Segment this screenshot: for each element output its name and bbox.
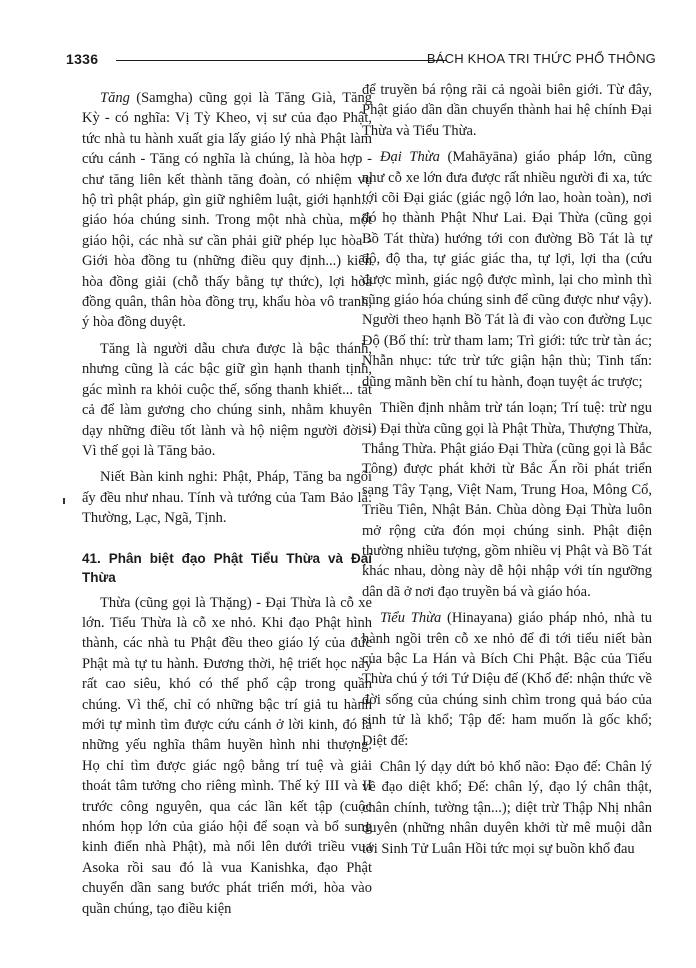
paragraph-tang-text: (Samgha) cũng gọi là Tăng Già, Tăng Kỳ - có nghĩa: Vị Tỳ Kheo, vị sư của đạo Phật, tức nhà tu hành xuất gia lấy giáo lý nhà Phật làm cứu cánh - Tăng có nghĩa là chúng, là hòa hợp - chư tăng liên kết thành tăng đoàn, có nhiệm vụ hộ trì phật pháp, gìn giữ nghiêm luật, giới hạnh... giáo hóa chúng sinh. Trong một nhà chùa, một giáo hội, các nhà sư cần phải giữ phép lục hòa - Giới hòa đồng tu (những điều quy định...) kiến hòa đồng giải (chỗ thấy bằng tự thức), lợi hòa đồng quân, thân hòa đồng trụ, khẩu hòa vô tranh, ý hòa đồng duyệt.: [82, 90, 372, 331]
term-tieu-thua: Tiểu Thừa: [380, 610, 442, 627]
page-number: 1336: [66, 51, 99, 67]
paragraph-tang-bao: Tăng là người dẫu chưa được là bậc thánh, nhưng cũng là các bậc giữ gìn hạnh thanh tịnh, gác mình ra khỏi cuộc thế, sống thanh khiết... tất cả để làm gương cho chúng sinh, nhằm khuyên dạy những điều tốt lành và hộ niệm người đời - Vì thế gọi là Tăng bảo.: [82, 340, 372, 459]
paragraph-thua: Thừa (cũng gọi là Thặng) - Đại Thừa là cỗ xe lớn. Tiểu Thừa là cỗ xe nhỏ. Khi đạo Phật hình thành, các nhà tu Phật đều theo giáo lý của đức Phật mà tự tu hành. Đương thời, hệ triết học này rất cao siêu, khó có thể phổ cập trong quần chúng. Vì thế, chỉ có những bậc trí giả tu hành mới tự mình tìm được cứu cánh ở lời kinh, đó là những yếu nghĩa thâm huyền hình nhi thượng. Họ chỉ tìm được giác ngộ bằng trí tuệ và giải thoát tâm tưởng cho riêng mình. Thế kỷ III và II trước công nguyên, qua các lần kết tập (cuộc nhóm họp lớn của giáo hội để soạn và bổ sung kinh điển nhà Phật), mà nổi lên dưới triều vua Asoka rồi sau đó là vua Kanishka, đạo Phật chuyển dần sang bước phát triển mới, hòa vào quần chúng, tạo điều kiện: [82, 594, 372, 917]
right-column: [362, 80, 652, 859]
paragraph-niet-ban: Niết Bàn kinh nghi: Phật, Pháp, Tăng ba ngôi ấy đều như nhau. Tính và tướng của Tam Bảo là: Thường, Lạc, Ngã, Tịnh.: [82, 469, 372, 527]
paragraph-dai-thua: [362, 147, 652, 392]
paragraph-dai-thua-text: (Mahāyāna) giáo pháp lớn, cũng như cỗ xe lớn đưa được rất nhiều người đi xa, tức tới cõi Đại giác (giác ngộ lớn lao, hoàn toàn), nơi đó họ thành Phật Như Lai. Đại Thừa (cũng gọi Bồ Tát thừa) hướng tới con đường Bồ Tát là tự độ, độ tha, tự giác giác tha, tự lợi, lợi tha (cứu được mình, giác ngộ được mình, lại cho mình thì cũng giáo hóa chúng sinh để cũng được như vậy). Người theo hạnh Bồ Tát là đi vào con đường Lục Độ (Bố thí: trừ tham lam; Trì giới: tức trừ tàn ác; Nhẫn nhục: tức trừ tức giận hận thù; Tinh tấn: dũng mãnh bền chí tu hành, đoạn tuyệt ác trược;: [362, 149, 652, 390]
paragraph-thien-dinh: Thiền định nhằm trừ tán loạn; Trí tuệ: trừ ngu si) Đại thừa cũng gọi là Phật Thừa, Thượng Thừa, Thắng Thừa. Phật giáo Đại Thừa (cũng gọi là Bắc Tông) được phát khởi từ Bắc Ấn rồi phát triển sang Tây Tạng, Việt Nam, Trung Hoa, Mông Cổ, Triều Tiên, Nhật Bản. Chùa dòng Đại Thừa luôn mở rộng cửa đón mọi chúng sinh. Phật điện thường nhiều tượng, gồm nhiều vị Phật và Bồ Tát khác nhau, dòng này dễ hội nhập với tín ngưỡng dân dã ở nơi đạo truyền bá và giáo hóa.: [362, 400, 652, 600]
term-tang: Tăng: [100, 90, 130, 106]
margin-mark: [63, 498, 65, 504]
paragraph-continuation: để truyền bá rộng rãi cả ngoài biên giới. Từ đây, Phật giáo dần dần chuyển thành hai hệ chính Đại Thừa và Tiểu Thừa.: [362, 82, 652, 139]
paragraph-tieu-thua-text: (Hinayana) giáo pháp nhỏ, nhà tu hành ngồi trên cỗ xe nhỏ để đi tới tiểu niết bàn của bậc La Hán và Bích Chi Phật. Bậc của Tiểu Thừa chú ý tới Tứ Diệu đế (Khổ đế: nhận thức về đời sống của chúng sinh chìm trong quả báo của sinh tử là khổ; Tập đế: ham muốn là gốc khổ; Diệt đế:: [362, 610, 652, 749]
paragraph-tang: [82, 88, 372, 333]
running-title: BÁCH KHOA TRI THỨC PHỔ THÔNG: [426, 51, 656, 66]
left-column: [82, 88, 372, 919]
term-dai-thua: Đại Thừa: [380, 149, 440, 166]
paragraph-chan-ly: Chân lý dạy dứt bỏ khổ não: Đạo đế: Chân lý về đạo diệt khổ; Đế: chân lý, đạo lý chân thật, chân chính, tường tận...); diệt trừ Thập Nhị nhân duyên (những nhân duyên khởi từ mê muội dẫn tới Sinh Tử Luân Hồi tức mọi sự buồn khổ đau: [362, 759, 652, 857]
paragraph-tieu-thua: [362, 608, 652, 751]
section-heading: 41. Phân biệt đạo Phật Tiểu Thừa và Đại Thừa: [82, 550, 372, 585]
page-header: [66, 51, 656, 71]
header-rule: [116, 60, 446, 61]
